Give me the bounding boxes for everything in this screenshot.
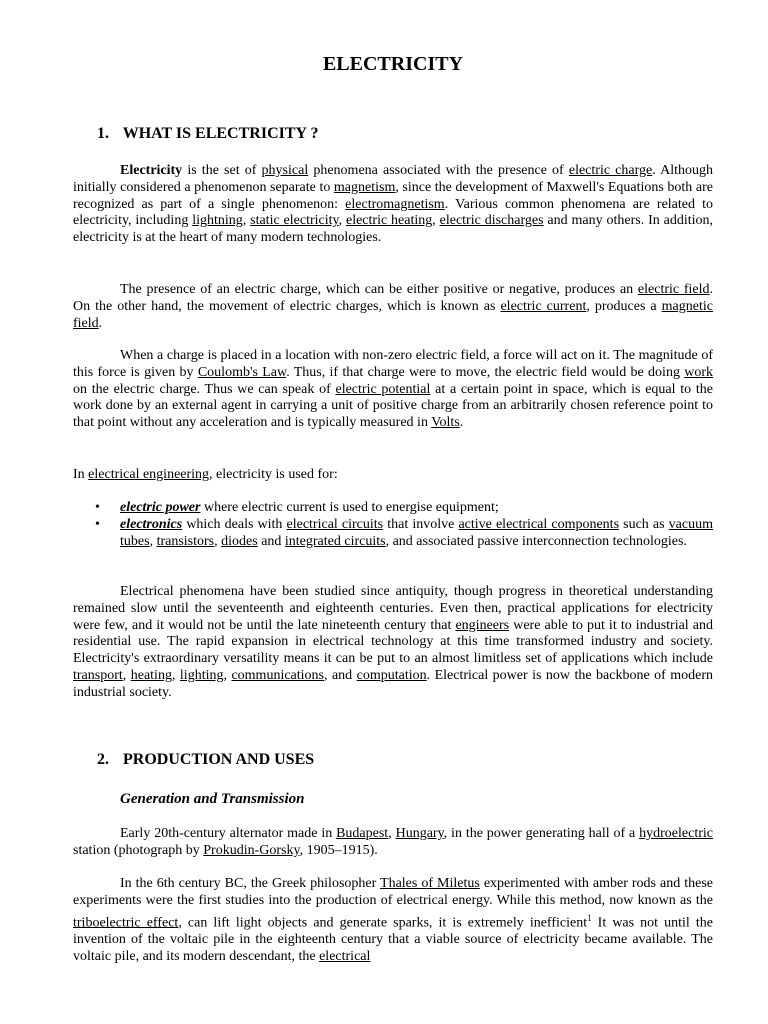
text: , bbox=[149, 533, 157, 549]
text: station (photograph by bbox=[73, 842, 204, 858]
text: , and associated passive interconnection technologies. bbox=[385, 533, 687, 549]
link-lighting[interactable]: lighting bbox=[179, 667, 224, 683]
link-electrical[interactable]: electrical bbox=[319, 948, 371, 964]
text: , bbox=[338, 213, 346, 229]
text: . bbox=[98, 315, 103, 331]
text: , bbox=[432, 213, 440, 229]
link-electronics[interactable]: electronics bbox=[120, 516, 183, 532]
text: , can lift light objects and generate sparks, it is extremely inefficient bbox=[178, 915, 588, 931]
text: . bbox=[459, 415, 464, 431]
text: , electricity is used for: bbox=[209, 467, 338, 482]
link-diodes[interactable]: diodes bbox=[221, 533, 258, 549]
link-electric-discharges[interactable]: electric discharges bbox=[439, 213, 544, 229]
paragraph-alternator bbox=[73, 826, 713, 860]
text: , in the power generating hall of a bbox=[443, 826, 640, 841]
text: , bbox=[122, 667, 131, 683]
link-electric-power[interactable]: electric power bbox=[120, 500, 201, 515]
text: is the set of bbox=[182, 163, 262, 178]
paragraph-engineering bbox=[73, 467, 713, 484]
subsection-heading: Generation and Transmission bbox=[120, 791, 305, 807]
link-thales-of-miletus[interactable]: Thales of Miletus bbox=[380, 876, 480, 891]
section-1-heading bbox=[97, 125, 318, 143]
section-2-heading bbox=[97, 751, 314, 769]
link-electrical-circuits[interactable]: electrical circuits bbox=[286, 516, 384, 532]
text: Early 20th-century alternator made in bbox=[120, 826, 337, 841]
link-static-electricity[interactable]: static electricity bbox=[250, 213, 339, 229]
text: In bbox=[73, 467, 89, 482]
text: The presence of an electric charge, which can be either positive or negative, produces an bbox=[120, 282, 638, 297]
text: , bbox=[388, 826, 396, 841]
text: , bbox=[223, 667, 232, 683]
text: , 1905–1915). bbox=[299, 842, 378, 858]
link-electric-heating[interactable]: electric heating bbox=[345, 213, 433, 229]
text: In the 6th century BC, the Greek philosopher bbox=[120, 876, 381, 891]
text: , bbox=[214, 533, 222, 549]
section-number: 2. bbox=[97, 751, 109, 768]
link-heating[interactable]: heating bbox=[130, 667, 172, 683]
link-magnetic-field[interactable]: magnetic field bbox=[73, 298, 713, 331]
text: . Although initially considered a phenomenon separate to bbox=[73, 163, 714, 195]
text: on the electric charge. Thus we can speak of bbox=[73, 381, 336, 397]
link-electric-current[interactable]: electric current bbox=[500, 298, 587, 314]
section-title: WHAT IS ELECTRICITY ? bbox=[122, 125, 319, 142]
link-budapest[interactable]: Budapest bbox=[336, 826, 389, 841]
bullet-icon: • bbox=[95, 516, 100, 532]
paragraph-charge bbox=[73, 282, 713, 332]
text: which deals with bbox=[182, 516, 287, 532]
link-transistors[interactable]: transistors bbox=[156, 533, 215, 549]
text: . Thus, if that charge were to move, the electric field would be doing bbox=[286, 364, 685, 380]
link-coulombs-law[interactable]: Coulomb's Law bbox=[197, 364, 287, 380]
link-hydroelectric[interactable]: hydroelectric bbox=[639, 826, 713, 841]
text: and bbox=[257, 533, 285, 549]
link-transport[interactable]: transport bbox=[73, 667, 123, 683]
paragraph-intro bbox=[73, 163, 713, 247]
text: It was not until the invention of the voltaic pile in the eighteenth century that a viable source of electricity became available. The voltaic pile, and its modern descendant, the bbox=[73, 915, 713, 964]
paragraph-force bbox=[73, 348, 713, 432]
link-electric-potential[interactable]: electric potential bbox=[335, 381, 431, 397]
list-item bbox=[95, 517, 713, 551]
footnote-ref[interactable]: 1 bbox=[587, 912, 592, 923]
link-vacuum-tubes[interactable]: vacuum tubes bbox=[120, 516, 713, 549]
text: . On the other hand, the movement of electric charges, which is known as bbox=[73, 282, 713, 314]
text: and many others. In addition, electricity is at the heart of many modern technologies. bbox=[73, 213, 713, 246]
link-electrical-engineering[interactable]: electrical engineering bbox=[88, 467, 210, 482]
link-engineers[interactable]: engineers bbox=[455, 617, 510, 633]
text: Electrical phenomena have been studied since antiquity, though progress in theoretical understanding remained slow until the seventeenth and eighteenth centuries. Even then, practical applications for electricity were few, and it would not be until the late nineteenth century that bbox=[73, 584, 713, 633]
text: , bbox=[171, 667, 180, 683]
text: , since the development of Maxwell's Equations both are recognized as part of a single phenomenon: bbox=[73, 179, 713, 212]
text: , and bbox=[324, 667, 357, 683]
link-electromagnetism[interactable]: electromagnetism bbox=[345, 196, 445, 212]
link-prokudin-gorsky[interactable]: Prokudin-Gorsky bbox=[203, 842, 300, 858]
document-title: ELECTRICITY bbox=[322, 53, 464, 75]
link-integrated-circuits[interactable]: integrated circuits bbox=[284, 533, 386, 549]
link-work[interactable]: work bbox=[684, 364, 714, 380]
bold-term: Electricity bbox=[120, 163, 183, 178]
link-communications[interactable]: communications bbox=[231, 667, 324, 683]
section-number: 1. bbox=[97, 125, 109, 142]
link-magnetism[interactable]: magnetism bbox=[333, 179, 396, 195]
text: were able to put it to industrial and residential use. The rapid expansion in electrical technology at this time transformed industry and society. Electricity's extraordinary versatility means it can be put to an almost limitless set of applications which include bbox=[73, 617, 714, 667]
text: When a charge is placed in a location with non-zero electric field, a force will act on it. The magnitude of this force is given by bbox=[73, 348, 713, 380]
link-electric-field[interactable]: electric field bbox=[637, 282, 710, 297]
link-triboelectric-effect[interactable]: triboelectric effect bbox=[73, 915, 179, 931]
text: . Various common phenomena are related to electricity, including bbox=[73, 196, 714, 229]
text: . Electrical power is now the backbone of modern industrial society. bbox=[73, 667, 714, 700]
text: , bbox=[242, 213, 251, 229]
link-physical[interactable]: physical bbox=[261, 163, 309, 178]
bullet-icon: • bbox=[95, 500, 100, 515]
text: where electric current is used to energise equipment; bbox=[200, 500, 499, 515]
link-electric-charge[interactable]: electric charge bbox=[568, 163, 653, 178]
list-item bbox=[95, 500, 713, 517]
link-hungary[interactable]: Hungary bbox=[395, 826, 444, 841]
text: phenomena associated with the presence of bbox=[308, 163, 569, 178]
link-lightning[interactable]: lightning bbox=[192, 213, 243, 229]
text: that involve bbox=[383, 516, 459, 532]
text: such as bbox=[619, 516, 669, 532]
link-computation[interactable]: computation bbox=[356, 667, 427, 683]
link-volts[interactable]: Volts bbox=[431, 415, 460, 431]
paragraph-thales bbox=[73, 876, 713, 966]
uses-list bbox=[95, 500, 713, 550]
paragraph-history bbox=[73, 584, 713, 702]
text: at a certain point in space, which is equal to the work done by an external agent in carrying a unit of positive charge from an arbitrarily chosen reference point to that point without any acceleration and is typically measured in bbox=[73, 381, 713, 431]
link-active-electrical-components[interactable]: active electrical components bbox=[458, 516, 620, 532]
text: experimented with amber rods and these experiments were the first studies into the production of electrical energy. While this method, now known as the bbox=[73, 876, 713, 908]
text: , produces a bbox=[586, 298, 662, 314]
section-title: PRODUCTION AND USES bbox=[123, 751, 315, 768]
